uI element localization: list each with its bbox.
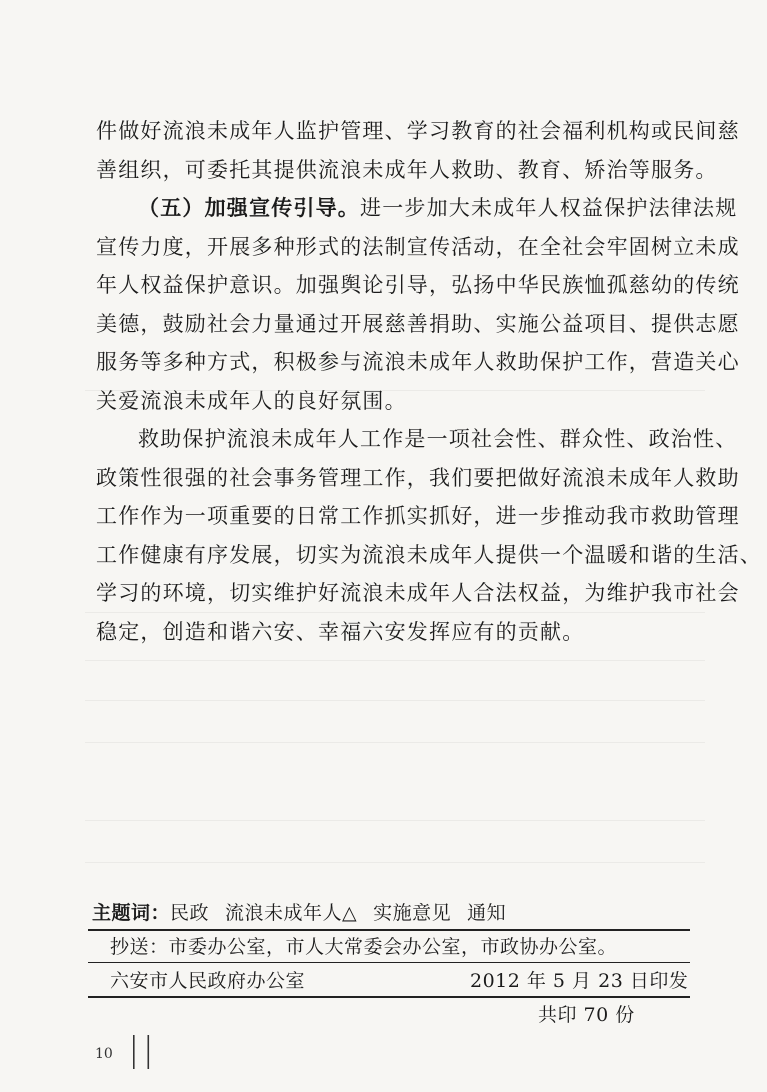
cc-recipients: 抄送：市委办公室，市人大常委会办公室，市政协办公室。 bbox=[110, 936, 618, 958]
subject-keywords-row bbox=[92, 898, 506, 925]
text-fragment: 进一步加大未成年人权益保护法律法规 bbox=[360, 196, 738, 220]
text-line: 工作健康有序发展，切实为流浪未成年人提供一个温暖和谐的生活、 bbox=[96, 542, 762, 567]
text-line: 工作作为一项重要的日常工作抓实抓好，进一步推动我市救助管理 bbox=[96, 504, 740, 528]
handwritten-mark: || bbox=[128, 1030, 157, 1070]
keyword: 流浪未成年人△ bbox=[225, 902, 358, 924]
keyword: 实施意见 bbox=[373, 902, 452, 924]
print-copies: 共印 70 份 bbox=[538, 1004, 635, 1026]
text-line: 稳定，创造和谐六安、幸福六安发挥应有的贡献。 bbox=[96, 619, 585, 644]
keyword: 通知 bbox=[467, 902, 507, 924]
paragraph-publicity bbox=[96, 189, 740, 420]
text-line: 关爱流浪未成年人的良好氛围。 bbox=[96, 388, 407, 413]
text-line: 政策性很强的社会事务管理工作，我们要把做好流浪未成年人救助 bbox=[96, 465, 740, 490]
paragraph-continuation bbox=[96, 112, 740, 189]
text-line: 美德，鼓励社会力量通过开展慈善捐助、实施公益项目、提供志愿 bbox=[96, 311, 740, 336]
bleed-through-line bbox=[85, 820, 705, 821]
divider bbox=[88, 929, 690, 931]
text-line: 宣传力度，开展多种形式的法制宣传活动，在全社会牢固树立未成 bbox=[96, 234, 740, 259]
text-line: 学习的环境，切实维护好流浪未成年人合法权益，为维护我市社会 bbox=[96, 581, 740, 605]
section-heading: （五）加强宣传引导。 bbox=[138, 195, 360, 220]
bleed-through-line bbox=[85, 862, 705, 863]
text-line: 年人权益保护意识。加强舆论引导，弘扬中华民族恤孤慈幼的传统 bbox=[96, 273, 740, 297]
issue-date: 2012 年 5 月 23 日印发 bbox=[470, 970, 689, 992]
text-line: 善组织，可委托其提供流浪未成年人救助、教育、矫治等服务。 bbox=[96, 157, 718, 182]
bleed-through-line bbox=[85, 742, 705, 743]
divider bbox=[88, 962, 690, 963]
divider bbox=[88, 996, 690, 998]
page-number: 10 bbox=[95, 1046, 113, 1062]
keyword: 民政 bbox=[170, 902, 210, 924]
text-line: 件做好流浪未成年人监护管理、学习教育的社会福利机构或民间慈 bbox=[96, 119, 740, 143]
paragraph-conclusion bbox=[96, 420, 762, 651]
text-line: 救助保护流浪未成年人工作是一项社会性、群众性、政治性、 bbox=[138, 427, 738, 451]
bleed-through-line bbox=[85, 700, 705, 701]
subject-label: 主题词： bbox=[92, 902, 171, 924]
text-line: 服务等多种方式，积极参与流浪未成年人救助保护工作，营造关心 bbox=[96, 350, 740, 374]
bleed-through-line bbox=[85, 660, 705, 661]
text-line bbox=[96, 189, 738, 228]
issuing-office: 六安市人民政府办公室 bbox=[110, 970, 306, 992]
